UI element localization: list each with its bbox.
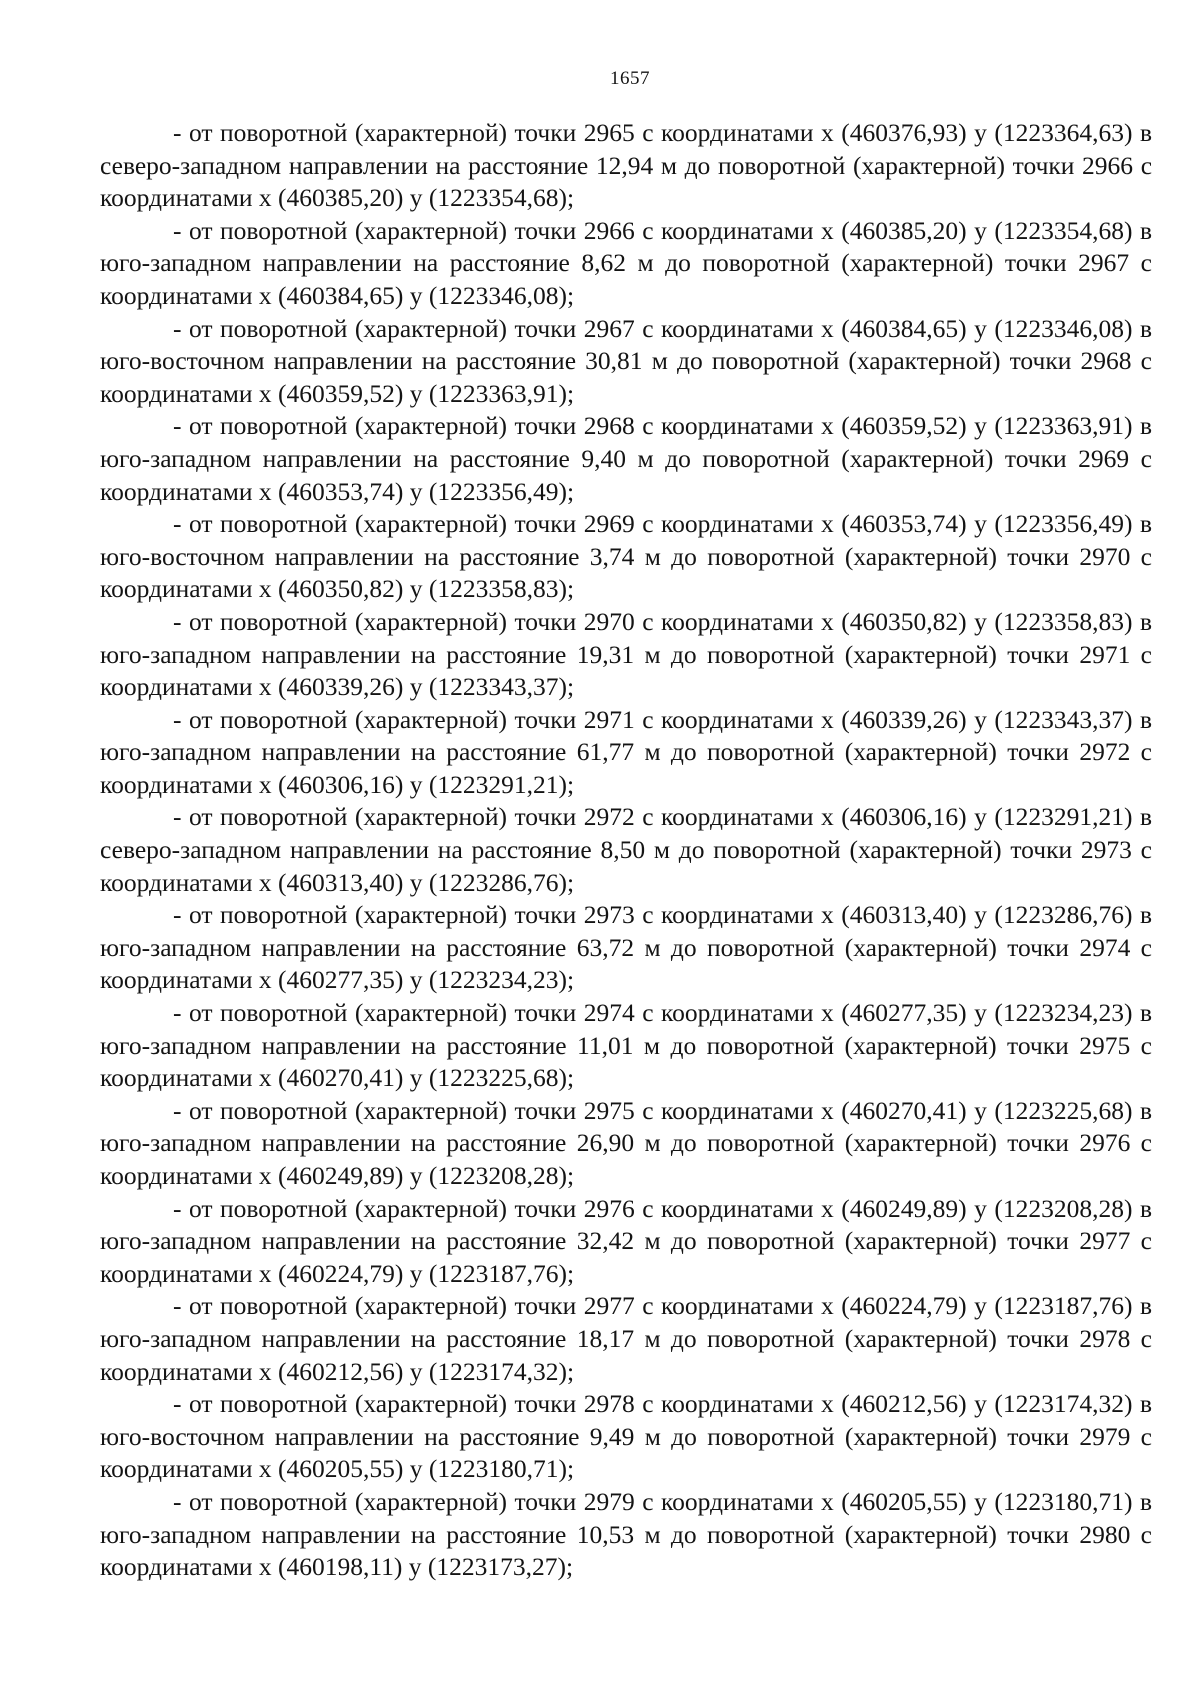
- entry-line: - от поворотной (характерной) точки 2976 с координатами х (460249,89): [173, 1193, 967, 1223]
- entry-line: - от поворотной (характерной) точки 2974 с координатами х (460277,35): [173, 998, 967, 1028]
- boundary-entry-2975: [100, 1095, 1152, 1193]
- entry-line: (характерной) точки 2971 с координатами х (460339,26) у (1223343,37);: [100, 639, 1152, 702]
- boundary-entry-2966: [100, 215, 1152, 313]
- entry-line: (характерной) точки 2978 с координатами х (460212,56) у (1223174,32);: [100, 1323, 1152, 1386]
- entry-line: (характерной) точки 2979 с координатами х (460205,55) у (1223180,71);: [100, 1421, 1153, 1484]
- entry-line: у (1223174,32) в юго-восточном направлении на расстояние 9,49 м до поворотной: [100, 1389, 1152, 1451]
- entry-line: - от поворотной (характерной) точки 2979 с координатами х (460205,55): [173, 1486, 967, 1516]
- page-number: 1657: [610, 68, 650, 89]
- entry-line: у (1223291,21) в северо-западном направлении на расстояние 8,50 м до поворотной: [100, 802, 1152, 865]
- entry-line: - от поворотной (характерной) точки 2973 с координатами х (460313,40): [173, 900, 967, 930]
- entry-line: - от поворотной (характерной) точки 2969 с координатами х (460353,74): [173, 509, 967, 539]
- entry-line: (характерной) точки 2976 с координатами х (460249,89) у (1223208,28);: [100, 1128, 1152, 1190]
- entry-line: у (1223343,37) в юго-западном направлении на расстояние 61,77 м до поворотной: [100, 704, 1152, 767]
- entry-line: - от поворотной (характерной) точки 2967 с координатами х (460384,65): [173, 313, 967, 343]
- entry-line: у (1223354,68) в юго-западном направлении на расстояние 8,62 м до поворотной: [100, 215, 1152, 278]
- entry-line: - от поворотной (характерной) точки 2975 с координатами х (460270,41): [173, 1095, 967, 1125]
- entry-line: - от поворотной (характерной) точки 2971 с координатами х (460339,26): [173, 704, 967, 734]
- boundary-entry-2969: [100, 508, 1152, 606]
- entry-line: у (1223364,63) в северо-западном направлении на расстояние 12,94 м до поворотной: [100, 118, 1152, 180]
- entry-line: у (1223346,08) в юго-восточном направлении на расстояние 30,81 м до поворотной: [100, 313, 1152, 376]
- boundary-entry-2968: [100, 410, 1152, 508]
- boundary-entry-2977: [100, 1290, 1152, 1388]
- entry-line: у (1223234,23) в юго-западном направлении на расстояние 11,01 м до поворотной: [100, 998, 1152, 1060]
- entry-line: у (1223356,49) в юго-восточном направлении на расстояние 3,74 м до поворотной: [100, 509, 1152, 571]
- entry-line: (характерной) точки 2975 с координатами х (460270,41) у (1223225,68);: [100, 1030, 1153, 1093]
- entry-line: (характерной) точки 2967 с координатами х (460384,65) у (1223346,08);: [100, 248, 1153, 310]
- boundary-entry-2965: [100, 117, 1152, 215]
- document-body: [100, 117, 1152, 1584]
- entry-line: - от поворотной (характерной) точки 2968 с координатами х (460359,52): [173, 411, 967, 441]
- entry-line: - от поворотной (характерной) точки 2966 с координатами х (460385,20): [173, 215, 967, 245]
- boundary-entry-2978: [100, 1388, 1152, 1486]
- entry-line: (характерной) точки 2977 с координатами х (460224,79) у (1223187,76);: [100, 1226, 1152, 1288]
- entry-line: (характерной) точки 2974 с координатами х (460277,35) у (1223234,23);: [100, 932, 1152, 995]
- boundary-entry-2974: [100, 997, 1152, 1095]
- entry-line: у (1223187,76) в юго-западном направлении на расстояние 18,17 м до поворотной: [100, 1291, 1152, 1353]
- boundary-entry-2976: [100, 1193, 1152, 1291]
- entry-line: - от поворотной (характерной) точки 2977 с координатами х (460224,79): [173, 1291, 967, 1321]
- entry-line: у (1223286,76) в юго-западном направлении на расстояние 63,72 м до поворотной: [100, 900, 1152, 962]
- entry-line: у (1223180,71) в юго-западном направлении на расстояние 10,53 м до поворотной: [100, 1486, 1152, 1549]
- entry-line: - от поворотной (характерной) точки 2965 с координатами х (460376,93): [173, 118, 967, 147]
- boundary-entry-2972: [100, 801, 1152, 899]
- entry-line: (характерной) точки 2966 с координатами х (460385,20) у (1223354,68);: [100, 150, 1153, 213]
- boundary-entry-2967: [100, 313, 1152, 411]
- boundary-entry-2970: [100, 606, 1152, 704]
- entry-line: у (1223358,83) в юго-западном направлении на расстояние 19,31 м до поворотной: [100, 606, 1152, 669]
- entry-line: у (1223225,68) в юго-западном направлении на расстояние 26,90 м до поворотной: [100, 1095, 1152, 1158]
- entry-line: - от поворотной (характерной) точки 2978 с координатами х (460212,56): [173, 1389, 967, 1419]
- entry-line: - от поворотной (характерной) точки 2972 с координатами х (460306,16): [173, 802, 967, 832]
- boundary-entry-2973: [100, 899, 1152, 997]
- entry-line: у (1223208,28) в юго-западном направлении на расстояние 32,42 м до поворотной: [100, 1193, 1152, 1256]
- entry-line: (характерной) точки 2968 с координатами х (460359,52) у (1223363,91);: [100, 346, 1152, 408]
- entry-line: (характерной) точки 2980 с координатами х (460198,11) у (1223173,27);: [100, 1519, 1152, 1582]
- entry-line: (характерной) точки 2969 с координатами х (460353,74) у (1223356,49);: [100, 443, 1153, 506]
- boundary-entry-2979: [100, 1486, 1152, 1584]
- entry-line: (характерной) точки 2973 с координатами х (460313,40) у (1223286,76);: [100, 835, 1153, 897]
- entry-line: у (1223363,91) в юго-западном направлении на расстояние 9,40 м до поворотной: [100, 411, 1152, 473]
- entry-line: (характерной) точки 2970 с координатами х (460350,82) у (1223358,83);: [100, 541, 1153, 604]
- entry-line: - от поворотной (характерной) точки 2970 с координатами х (460350,82): [173, 606, 967, 636]
- boundary-entry-2971: [100, 704, 1152, 802]
- entry-line: (характерной) точки 2972 с координатами х (460306,16) у (1223291,21);: [100, 737, 1152, 799]
